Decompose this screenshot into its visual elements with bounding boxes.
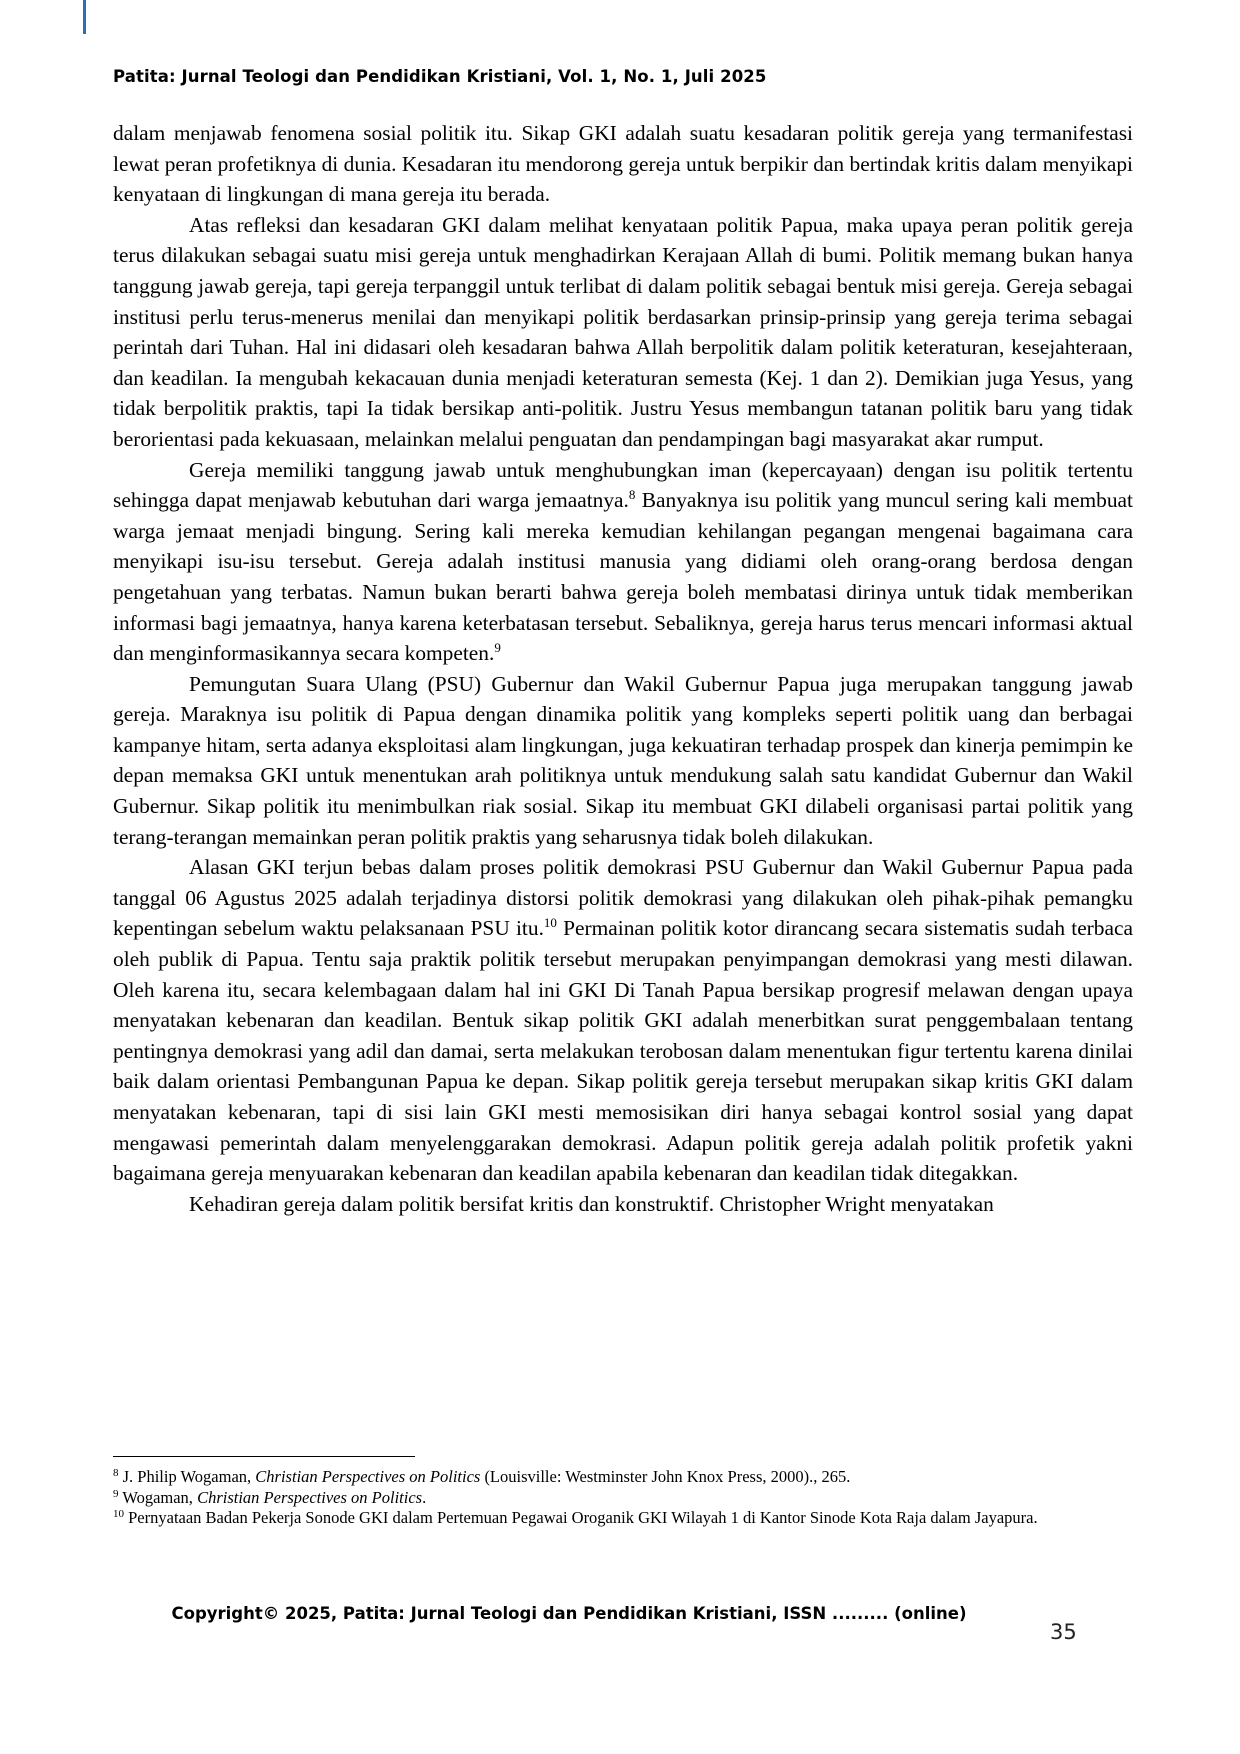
- paragraph-2: Atas refleksi dan kesadaran GKI dalam melihat kenyataan politik Papua, maka upaya peran politik gereja terus dilakukan sebagai suatu misi gereja untuk menghadirkan Kerajaan Allah di bumi. Politik memang bukan hanya tanggung jawab gereja, tapi gereja terpanggil untuk terlibat di dalam politik sebagai bentuk misi gereja. Gereja sebagai institusi perlu terus-menerus menilai dan menyikapi politik berdasarkan prinsip-prinsip yang gereja terima sebagai perintah dari Tuhan. Hal ini didasari oleh kesadaran bahwa Allah berpolitik dalam politik keteraturan, kesejahteraan, dan keadilan. Ia mengubah kekacauan dunia menjadi keteraturan semesta (Kej. 1 dan 2). Demikian juga Yesus, yang tidak berpolitik praktis, tapi Ia tidak bersikap anti-politik. Justru Yesus membangun tatanan politik baru yang tidak berorientasi pada kekuasaan, melainkan melalui penguatan dan pendampingan bagi masyarakat akar rumput.: [113, 212, 1133, 451]
- footnote-8-author: J. Philip Wogaman,: [118, 1467, 256, 1486]
- paragraph-5-text-a: Alasan GKI terjun bebas dalam proses politik demokrasi PSU Gubernur dan Wakil Gubernur Papua pada tanggal 06 Agustus 2025 adalah terjadinya distorsi politik demokrasi yang dilakukan oleh pihak-pihak pemangku kepentingan sebelum waktu pelaksanaan PSU itu.: [113, 855, 1133, 941]
- footnote-number: 9: [113, 1487, 119, 1500]
- article-body: [113, 118, 1133, 1219]
- paragraph-6: Kehadiran gereja dalam politik bersifat kritis dan konstruktif. Christopher Wright menyatakan: [189, 1191, 994, 1216]
- header-accent-bar: [83, 0, 86, 34]
- footnote-number: 8: [113, 1467, 119, 1479]
- footnote-ref-9[interactable]: 9: [494, 640, 501, 656]
- running-header: Patita: Jurnal Teologi dan Pendidikan Kristiani, Vol. 1, No. 1, Juli 2025: [113, 67, 767, 86]
- paragraph-5-text-b: Permainan politik kotor dirancang secara sistematis sudah terbaca oleh publik di Papua. Tentu saja praktik politik tersebut merupakan penyimpangan demokrasi yang mesti dilawan. Oleh karena itu, secara kelembagaan dalam hal ini GKI Di Tanah Papua bersikap progresif melawan dengan upaya menyatakan kebenaran dan keadilan. Bentuk sikap politik GKI adalah menerbitkan surat penggembalaan tentang pentingnya demokrasi yang adil dan damai, serta melakukan terobosan dalam menentukan figur tertentu karena dinilai baik dalam orientasi Pembangunan Papua ke depan. Sikap politik gereja tersebut merupakan sikap kritis GKI dalam menyatakan kebenaran, tapi di sisi lain GKI mesti memosisikan diri hanya sebagai kontrol sosial yang dapat mengawasi pemerintah dalam menyelenggarakan demokrasi. Adapun politik gereja adalah politik profetik yakni bagaimana gereja menyuarakan kebenaran dan keadilan apabila kebenaran dan keadilan tidak ditegakkan.: [113, 916, 1133, 1186]
- footnotes: [113, 1467, 1133, 1529]
- page-number: 35: [1050, 1620, 1077, 1644]
- paragraph-3-text-a: Gereja memiliki tanggung jawab untuk menghubungkan iman (kepercayaan) dengan isu politik tertentu sehingga dapat menjawab kebutuhan dari warga jemaatnya.: [113, 457, 1133, 513]
- footnote-8: [113, 1467, 1133, 1488]
- paragraph-1: dalam menjawab fenomena sosial politik itu. Sikap GKI adalah suatu kesadaran politik gereja yang termanifestasi lewat peran profetiknya di dunia. Kesadaran itu mendorong gereja untuk berpikir dan bertindak kritis dalam menyikapi kenyataan di lingkungan di mana gereja itu berada.: [113, 121, 1133, 207]
- footnote-8-publication: (Louisville: Westminster John Knox Press, 2000)., 265.: [480, 1467, 851, 1486]
- footnote-divider: [113, 1456, 415, 1457]
- copyright-footer: Copyright© 2025, Patita: Jurnal Teologi dan Pendidikan Kristiani, ISSN ......... (online): [171, 1604, 967, 1623]
- footnote-9: [113, 1488, 1133, 1509]
- footnote-9-end: .: [422, 1487, 427, 1507]
- footnote-10: [113, 1508, 1133, 1529]
- footnote-ref-8[interactable]: 8: [628, 487, 636, 503]
- paragraph-3: [113, 455, 1133, 669]
- footnote-9-title: Christian Perspectives on Politics: [197, 1487, 423, 1507]
- paragraph-5: [113, 852, 1133, 1189]
- paragraph-3-text-b: Banyaknya isu politik yang muncul sering kali membuat warga jemaat menjadi bingung. Sering kali mereka kemudian kehilangan pegangan mengenai bagaimana cara menyikapi isu-isu tersebut. Gereja adalah institusi manusia yang didiami oleh orang-orang berdosa dengan pengetahuan yang terbatas. Namun bukan berarti bahwa gereja boleh membatasi dirinya untuk tidak memberikan informasi bagi jemaatnya, hanya karena keterbatasan tersebut. Sebaliknya, gereja harus terus mencari informasi aktual dan menginformasikannya secara kompeten.: [113, 488, 1133, 666]
- footnote-ref-10[interactable]: 10: [543, 915, 557, 931]
- paragraph-4: Pemungutan Suara Ulang (PSU) Gubernur dan Wakil Gubernur Papua juga merupakan tanggung jawab gereja. Maraknya isu politik di Papua dengan dinamika politik yang kompleks seperti politik uang dan berbagai kampanye hitam, serta adanya eksploitasi alam lingkungan, juga kekuatiran terhadap prospek dan kinerja pemimpin ke depan memaksa GKI untuk menentukan arah politiknya untuk mendukung salah satu kandidat Gubernur dan Wakil Gubernur. Sikap politik itu menimbulkan riak sosial. Sikap itu membuat GKI dilabeli organisasi partai politik yang terang-terangan memainkan peran politik praktis yang seharusnya tidak boleh dilakukan.: [113, 671, 1133, 849]
- footnote-number: 10: [113, 1508, 124, 1521]
- footnote-10-text: Pernyataan Badan Pekerja Sonode GKI dalam Pertemuan Pegawai Oroganik GKI Wilayah 1 di Kantor Sinode Kota Raja dalam Jayapura.: [124, 1508, 1038, 1528]
- footnote-9-author: Wogaman,: [118, 1487, 198, 1507]
- footnote-8-title: Christian Perspectives on Politics: [255, 1467, 481, 1486]
